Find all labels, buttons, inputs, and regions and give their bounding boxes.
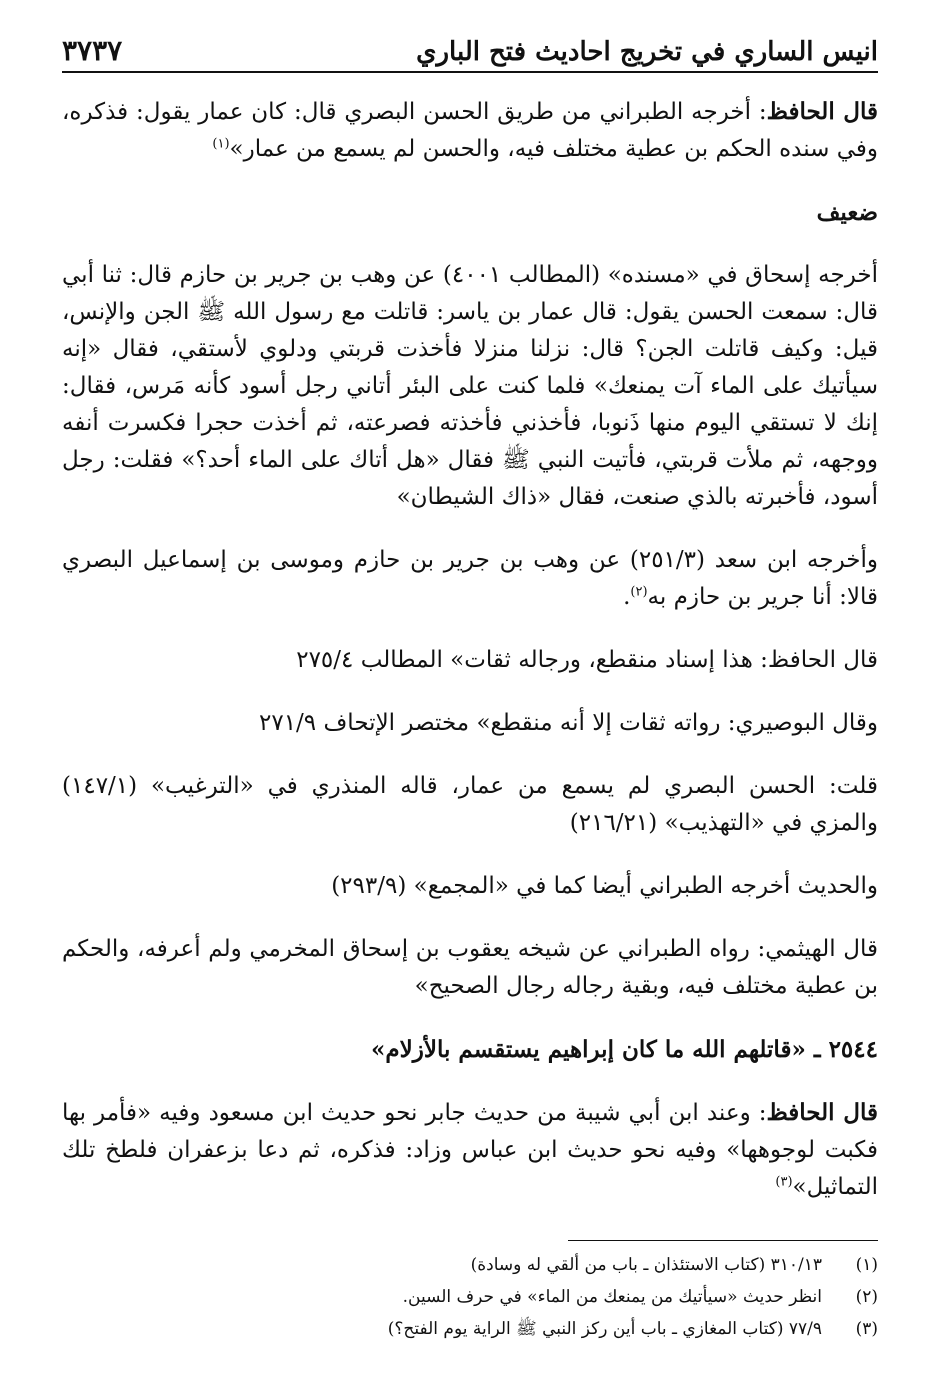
footnote-3: [62, 1317, 878, 1341]
footnote-text: انظر حديث «سيأتيك من يمنعك من الماء» في حرف السين.: [402, 1287, 822, 1307]
paragraph-tail: .: [623, 584, 631, 610]
paragraph-lead: قال الحافظ: [766, 1099, 878, 1126]
paragraph-1: [62, 93, 878, 168]
grading-heading: ضعيف: [816, 199, 878, 226]
paragraph-text: وأخرجه ابن سعد (٢٥١/٣) عن وهب بن جرير بن حازم وموسى بن إسماعيل البصري قالا: أنا جرير بن حازم به: [62, 547, 879, 610]
footnote-divider: [568, 1240, 878, 1241]
paragraph-text: : أخرجه الطبراني من طريق الحسن البصري قال: كان عمار يقول: فذكره، وفي سنده الحكم بن عطية مختلف فيه، والحسن لم يسمع من عمار»: [62, 99, 878, 162]
page-number: ٣٧٣٧: [62, 34, 123, 67]
running-title: انيس الساري في تخريج احاديث فتح الباري: [416, 37, 878, 67]
paragraph-5: قال الحافظ: هذا إسناد منقطع، ورجاله ثقات» المطالب ٢٧٥/٤: [296, 647, 878, 673]
paragraph-3: أخرجه إسحاق في «مسنده» (المطالب ٤٠٠١) عن وهب بن جرير بن حازم قال: ثنا أبي قال: سمعت الحسن يقول: قال عمار بن ياسر: قاتلت مع رسول الله ﷺ الجن والإنس، قيل: وكيف قاتلت الجن؟ قال: نزلنا منزلا فأخذت قربتي ودلوي لأستقي، فقال «إنه سيأتيك على الماء آت يمنعك» فلما كنت على البئر أتاني رجل أسود كأنه مَرس، فقال: إنك لا تستقي اليوم منها ذَنوبا، فأخذني فأخذته فصرعته، ثم أخذت حجرا فكسرت أنفه ووجهه، ثم ملأت قربتي، فأتيت النبي ﷺ فقال «هل أتاك على الماء أحد؟» فقلت: رجل أسود، فأخبرته بالذي صنعت، فقال «ذاك الشيطان»: [62, 262, 879, 510]
paragraph-9: قال الهيثمي: رواه الطبراني عن شيخه يعقوب بن إسحاق المخرمي ولم أعرفه، والحكم بن عطية مختلف فيه، وبقية رجاله رجال الصحيح»: [62, 936, 878, 999]
paragraph-11: [62, 1094, 878, 1206]
paragraph-lead: قال الحافظ: [766, 98, 878, 125]
paragraph-7: قلت: الحسن البصري لم يسمع من عمار، قاله المنذري في «الترغيب» (١٤٧/١) والمزي في «التهذيب» (٢١٦/٢١): [62, 773, 878, 836]
paragraph-8: والحديث أخرجه الطبراني أيضا كما في «المجمع» (٢٩٣/٩): [331, 873, 878, 899]
footnote-ref[interactable]: (١): [212, 136, 230, 152]
footnote-number: (٢): [855, 1287, 878, 1307]
page-header: [62, 34, 878, 73]
footnote-2: [62, 1285, 878, 1309]
paragraph-text: : وعند ابن أبي شيبة من حديث جابر نحو حديث ابن مسعود وفيه «فأمر بها فكبت لوجوهها» وفيه نحو حديث ابن عباس وزاد: فذكره، ثم دعا بزعفران فلطخ تلك التماثيل»: [62, 1100, 878, 1200]
footnotes: [62, 1253, 878, 1341]
footnote-number: (١): [855, 1255, 878, 1275]
footnote-text: ٣١٠/١٣ (كتاب الاستئذان ـ باب من ألقي له وسادة): [470, 1255, 822, 1275]
paragraph-4: [62, 542, 878, 616]
hadith-heading: ٢٥٤٤ ـ «قاتلهم الله ما كان إبراهيم يستقسم بالأزلام»: [371, 1036, 878, 1063]
footnote-1: [62, 1253, 878, 1277]
footnote-text: ٧٧/٩ (كتاب المغازي ـ باب أين ركز النبي ﷺ الراية يوم الفتح؟): [387, 1319, 822, 1339]
footnote-ref[interactable]: (٣): [775, 1174, 793, 1190]
main-text: [62, 93, 878, 1206]
footnote-ref[interactable]: (٢): [630, 584, 648, 600]
paragraph-6: وقال البوصيري: رواته ثقات إلا أنه منقطع» مختصر الإتحاف ٢٧١/٩: [258, 710, 878, 736]
footnote-number: (٣): [855, 1319, 878, 1339]
